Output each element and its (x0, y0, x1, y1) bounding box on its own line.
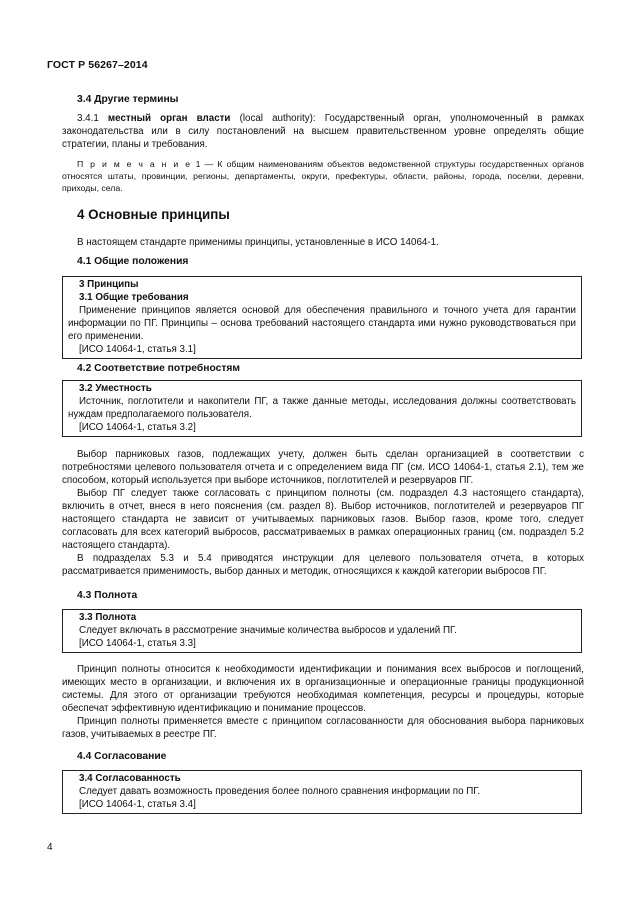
quote-box-3-3 (62, 609, 582, 653)
note-1 (62, 158, 584, 194)
term-number: 3.4.1 (77, 113, 108, 124)
quote-heading-3-1: 3.1 Общие требования (79, 292, 189, 303)
term-name: местный орган власти (107, 113, 231, 124)
paragraph: Выбор ПГ следует также согласовать с принципом полноты (см. подраздел 4.3 настоящего стандарта), включить в отчет, внеся в него пояснения (см. раздел 8). Выбор источников, поглотителей и резервуаров ПГ настоящего стандарта не зависит от учитываемых парниковых газов. Выбор газов, кроме того, следует согласовать для всех категорий выбросов, рассматриваемых в рамках операционных границ (см. подраздел 5.2 настоящего стандарта). (62, 488, 584, 551)
quote-text-3-1: Применение принципов является основой для обеспечения правильного и точного учета для гарантии информации по ПГ. Принципы – основа требований настоящего стандарта ими нужно руководствоваться при его применении. (68, 305, 576, 342)
section-4-heading: 4 Основные принципы (77, 207, 230, 222)
paragraph: Принцип полноты применяется вместе с принципом согласованности для обоснования выбора парниковых газов, учитываемых в реестре ПГ. (62, 716, 584, 740)
section-4-2-body (62, 448, 584, 578)
quote-ref-3-4: [ИСО 14064-1, статья 3.4] (79, 799, 196, 810)
section-4-3-heading: 4.3 Полнота (77, 590, 138, 601)
quote-box-3-4 (62, 770, 582, 814)
page-number: 4 (47, 842, 53, 853)
term-definition: (local authority): Государственный орган, уполномоченный в рамках законодательства или в силу постановлений на высшем правительственном уровне определять общие стратегии, планы и требования. (62, 113, 584, 150)
quote-ref-3-3: [ИСО 14064-1, статья 3.3] (79, 638, 196, 649)
paragraph: В подразделах 5.3 и 5.4 приводятся инструкции для целевого пользователя отчета, в которых рассматривается применимость, выбор данных и методик, относящихся к каждой категории выбросов ПГ. (62, 553, 584, 577)
section-4-4-heading: 4.4 Согласование (77, 751, 167, 762)
note-label: П р и м е ч а н и е (77, 159, 192, 169)
section-3-4-heading: 3.4 Другие термины (77, 94, 179, 105)
quote-heading-3-2: 3.2 Уместность (79, 383, 152, 394)
quote-ref-3-2: [ИСО 14064-1, статья 3.2] (79, 422, 196, 433)
quote-heading-3: 3 Принципы (79, 279, 139, 290)
quote-heading-3-4: 3.4 Согласованность (79, 773, 181, 784)
section-4-2-heading: 4.2 Соответствие потребностям (77, 363, 240, 374)
quote-box-3-1 (62, 276, 582, 359)
section-4-1-heading: 4.1 Общие положения (77, 256, 189, 267)
quote-box-3-2 (62, 380, 582, 437)
quote-heading-3-3: 3.3 Полнота (79, 612, 137, 623)
quote-text-3-2: Источник, поглотители и накопители ПГ, а также данные методы, исследования должны соответствовать нуждам предполагаемого пользователя. (68, 396, 576, 420)
section-4-3-body (62, 663, 584, 741)
document-id-header: ГОСТ Р 56267–2014 (47, 59, 148, 71)
quote-text-3-4: Следует давать возможность проведения более полного сравнения информации по ПГ. (79, 786, 481, 797)
quote-text-3-3: Следует включать в рассмотрение значимые количества выбросов и удалений ПГ. (79, 625, 457, 636)
section-4-intro-text: В настоящем стандарте применимы принципы, установленные в ИСО 14064-1. (77, 237, 439, 248)
quote-ref-3-1: [ИСО 14064-1, статья 3.1] (79, 344, 196, 355)
term-3-4-1-paragraph (62, 112, 584, 151)
note-text: 1 — К общим наименованиям объектов ведомственной структуры государственных органов относятся штаты, провинции, регионы, департаменты, округи, префектуры, области, районы, города, поселки, деревни, приходы, села. (62, 159, 584, 193)
paragraph: Принцип полноты относится к необходимости идентификации и понимания всех выбросов и поглощений, имеющих место в организации, и включения их в организационные и операционные границы продукционной системы. Для этого от организации требуются необходимая компетенция, ресурсы и процедуры, которые обеспечат эффективную идентификацию и понимание процессов. (62, 664, 584, 714)
paragraph: Выбор парниковых газов, подлежащих учету, должен быть сделан организацией в соответствии с потребностями целевого пользователя отчета и с определением вида ПГ (см. ИСО 14064-1, статья 2.1), тем же способом, который используется при выборе источников, поглотителей и резервуаров ПГ. (62, 449, 584, 486)
section-4-intro (62, 236, 584, 249)
